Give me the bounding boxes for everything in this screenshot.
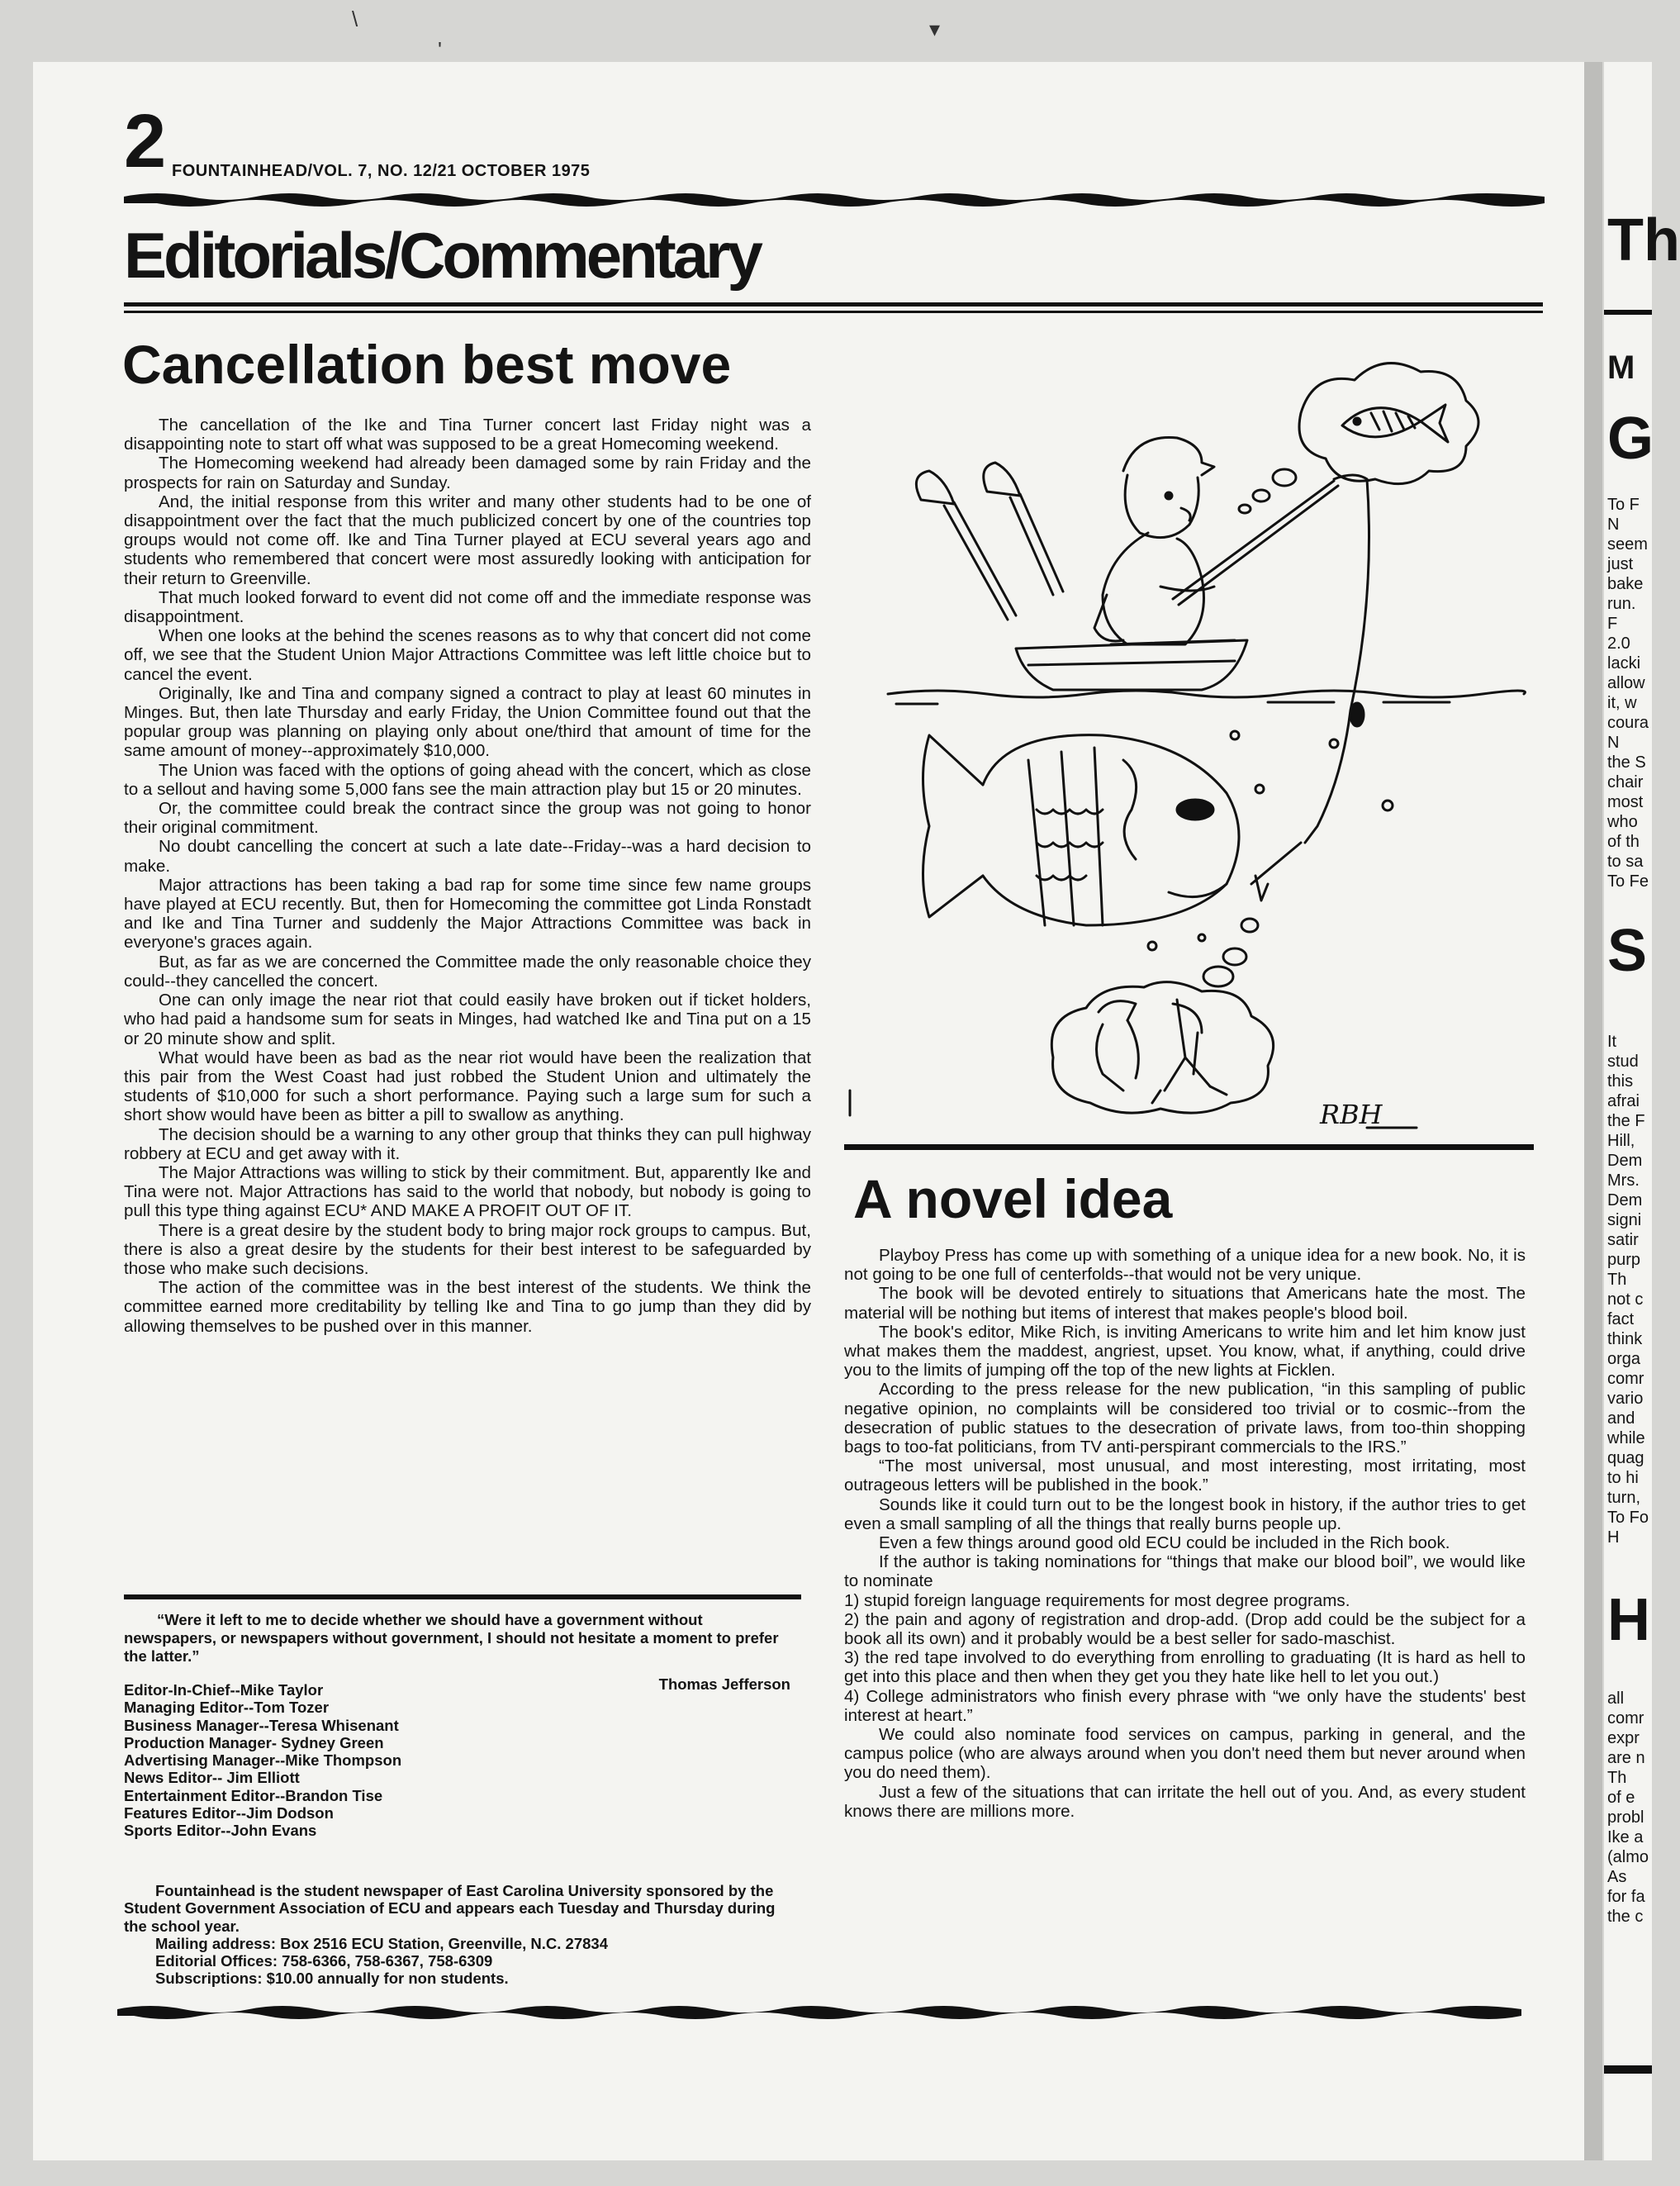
adjacent-text-fragment: Hill,: [1607, 1132, 1635, 1150]
article1-paragraph: When one looks at the behind the scenes reasons as to why that concert did not come off, we see that the Student Union Major Attractions Committee was left little choice but to cancel the event.: [124, 626, 811, 684]
adjacent-big-letter: S: [1607, 918, 1648, 984]
bubbles: [1148, 731, 1393, 950]
adjacent-text-fragment: who: [1607, 813, 1638, 831]
adjacent-text-fragment: of e: [1607, 1789, 1635, 1807]
article2-closing-paragraph: We could also nominate food services on campus, parking in general, and the campus police (who are always around when you don't need them but never around when you do need them).: [844, 1725, 1526, 1783]
adjacent-text-fragment: to hi: [1607, 1469, 1639, 1487]
staff-member: Features Editor--Jim Dodson: [124, 1804, 334, 1822]
nomination-item: 1) stupid foreign language requirements for most degree programs.: [844, 1590, 1350, 1610]
adjacent-text-fragment: (almo: [1607, 1848, 1649, 1866]
article2-body: [844, 1246, 1526, 1821]
adjacent-text-fragment: while: [1607, 1429, 1645, 1447]
article1-paragraph: And, the initial response from this writer and many other students had to be one of disappointment over the fact that the much publicized concert by one of the countries top groups would not come off. Ike and Tina Turner played at ECU several years ago and students who remembered that concert were most assuredly looking with anticipation for their return to Greenville.: [124, 492, 811, 588]
dream-cloud: [1051, 948, 1273, 1113]
staff-member: Advertising Manager--Mike Thompson: [124, 1751, 402, 1770]
article2-paragraph: The book will be devoted entirely to situations that Americans hate the most. The material will be nothing but items of interest that makes people's blood boil.: [844, 1284, 1526, 1323]
adjacent-text-fragment: of th: [1607, 833, 1640, 851]
adjacent-text-fragment: stud: [1607, 1053, 1639, 1071]
adjacent-big-letter: G: [1607, 406, 1654, 472]
adjacent-text-fragment: N: [1607, 734, 1620, 752]
scan-mark: \: [352, 7, 358, 31]
adjacent-text-fragment: 2.0: [1607, 634, 1630, 653]
adjacent-text-fragment: expr: [1607, 1729, 1640, 1747]
article2-closing-paragraph: Just a few of the situations that can irritate the hell out of you. And, as every student knows there are millions more.: [844, 1782, 1526, 1821]
adjacent-text-fragment: most: [1607, 793, 1644, 811]
rowboat: [1016, 640, 1247, 690]
adjacent-rule: [1604, 2065, 1652, 2074]
adjacent-text-fragment: lacki: [1607, 654, 1641, 672]
adjacent-text-fragment: turn,: [1607, 1489, 1641, 1507]
quote-text: “Were it left to me to decide whether we should have a government without newspapers, or newspapers without government, I should not hesitate a moment to prefer the latter.”: [124, 1611, 779, 1665]
adjacent-text-fragment: satir: [1607, 1231, 1639, 1249]
editorial-offices: Editorial Offices: 758-6366, 758-6367, 758-6309: [155, 1952, 493, 1970]
staff-member: Editor-In-Chief--Mike Taylor: [124, 1681, 324, 1699]
adjacent-text-fragment: Mrs.: [1607, 1171, 1640, 1190]
article1-paragraph: The decision should be a warning to any other group that thinks they can pull highway robbery at ECU and get away with it.: [124, 1124, 811, 1163]
staff-member: Production Manager- Sydney Green: [124, 1733, 384, 1751]
article2-paragraph: According to the press release for the new publication, “in this sampling of public negative opinion, no complaints will be considered too trivial or to cosmic--from the desecration of public statues to the desecration of private laws, from too-thin shopping bags to too-fat politicians, from TV anti-perspirant commercials to the IRS.”: [844, 1380, 1526, 1457]
top-rule: [124, 188, 1545, 210]
article1-paragraph: The Major Attractions was willing to stick by their commitment. But, apparently Ike and Tina were not. Major Attractions has said to the world that nobody, but nobody is going to pull this type thing against ECU* AND MAKE A PROFIT OUT OF IT.: [124, 1162, 811, 1221]
adjacent-text-fragment: the c: [1607, 1908, 1644, 1926]
adjacent-page-strip: [1604, 62, 1680, 2160]
article1-paragraph: The action of the committee was in the best interest of the students. We think the committee earned more creditability by telling Ike and Tina to go jump than they did by allowing themselves to be pushed over in this manner.: [124, 1278, 811, 1336]
article1-paragraph: One can only image the near riot that could easily have broken out if ticket holders, who had paid a handsome sum for seats in Minges, had watched Ike and Tina put on a 15 or 20 minute show and split.: [124, 991, 811, 1048]
nomination-item: 2) the pain and agony of registration and drop-add. (Drop add could be the subject for a book all its own) and it probably would be a best seller for sado-maschist.: [844, 1609, 1526, 1649]
article1-paragraph: No doubt cancelling the concert at such a late date--Friday--was a hard decision to make.: [124, 837, 811, 876]
nomination-item: 4) College administrators who finish every phrase with “we only have the students' best interest at heart.”: [844, 1686, 1526, 1725]
issue-line: FOUNTAINHEAD/VOL. 7, NO. 12/21 OCTOBER 1975: [172, 162, 591, 180]
article1-paragraph: The cancellation of the Ike and Tina Turner concert last Friday night was a disappointing note to start off what was supposed to be a great Homecoming weekend.: [124, 416, 811, 454]
fisherman: [1094, 438, 1235, 645]
adjacent-text-fragment: it, w: [1607, 694, 1637, 712]
adjacent-text-fragment: afrai: [1607, 1092, 1640, 1110]
adjacent-text-fragment: and: [1607, 1409, 1635, 1428]
bottom-rule: [117, 2003, 1521, 2022]
article2-headline: A novel idea: [853, 1168, 1173, 1229]
adjacent-text-fragment: F: [1607, 615, 1618, 633]
adjacent-text-fragment: purp: [1607, 1251, 1641, 1269]
article2-paragraph: Sounds like it could turn out to be the longest book in history, if the author tries to get even a small sampling of all the things that really burns people up.: [844, 1495, 1526, 1533]
adjacent-text-fragment: chair: [1607, 773, 1644, 791]
article2-paragraph: The book's editor, Mike Rich, is inviting Americans to write him and let him know just what makes them the maddest, angriest, upset. You know, what, if anything, could drive you to the limits of jumping off the top of the new lights at Ficklen.: [844, 1322, 1526, 1381]
section-rule-1: [124, 302, 1543, 307]
staff-member: Sports Editor--John Evans: [124, 1822, 317, 1840]
thought-fish-cloud: [1239, 364, 1478, 513]
article1-paragraph: That much looked forward to event did not come off and the immediate response was disappointment.: [124, 587, 811, 627]
adjacent-text-fragment: coura: [1607, 714, 1649, 732]
adjacent-text-fragment: not c: [1607, 1290, 1644, 1309]
nomination-item: 3) the red tape involved to do everything from enrolling to graduating (It is hard as hell to get into this place and then when they get you they hate like hell to let you out.): [844, 1648, 1526, 1687]
page-number: 2: [124, 99, 167, 183]
adjacent-text-fragment: the S: [1607, 753, 1646, 772]
article1-paragraph: Originally, Ike and Tina and company signed a contract to play at least 60 minutes in Minges. But, then late Thursday and early Friday, the Union Committee found out that the popular group was planning on playing only about one/third that amount of time for the same amount of money--approximately $10,000.: [124, 683, 811, 761]
masthead-top-rule: [124, 1594, 801, 1599]
adjacent-text-fragment: allow: [1607, 674, 1645, 692]
scan-mark: ▾: [929, 17, 941, 41]
section-rule-2: [124, 311, 1543, 313]
article1-paragraph: What would have been as bad as the near riot would have been the realization that this pair from the West Coast had just robbed the Student Union and ultimately the students of $10,000 for such a short performance. Paying such a large sum for such a short show would have been as bitter a pill to swallow as anything.: [124, 1048, 811, 1125]
staff-member: Entertainment Editor--Brandon Tise: [124, 1786, 383, 1804]
adjacent-text-fragment: Dem: [1607, 1152, 1643, 1170]
quote-author: Thomas Jefferson: [658, 1675, 790, 1693]
adjacent-big-letter: H: [1607, 1587, 1650, 1653]
adjacent-text-fragment: just: [1607, 555, 1634, 573]
adjacent-text-fragment: comr: [1607, 1709, 1644, 1727]
adjacent-text-fragment: this: [1607, 1072, 1634, 1091]
article1-headline: Cancellation best move: [122, 334, 732, 395]
fishing-cartoon: [838, 347, 1532, 1136]
scan-mark: ': [438, 37, 442, 62]
adjacent-text-fragment: H: [1607, 1528, 1620, 1547]
article1-paragraph: Major attractions has been taking a bad rap for some time since few name groups have played at ECU recently. But, then for Homecoming the committee got Linda Ronstadt and Ike and Tina Turner and suddenly the Major Attractions Committee was back in everyone's graces again.: [124, 875, 811, 953]
adjacent-text-fragment: to sa: [1607, 853, 1644, 871]
adjacent-text-fragment: vario: [1607, 1390, 1644, 1408]
article2-paragraph: If the author is taking nominations for “things that make our blood boil”, we would like to nominate: [844, 1552, 1526, 1591]
adjacent-text-fragment: seem: [1607, 535, 1648, 554]
article1-paragraph: There is a great desire by the student body to bring major rock groups to campus. But, there is also a great desire by the students for their best interest to be safeguarded by those who make such decisions.: [124, 1220, 811, 1278]
adjacent-text-fragment: It: [1607, 1033, 1617, 1051]
fishing-rod: [1173, 475, 1369, 843]
subscriptions: Subscriptions: $10.00 annually for non students.: [155, 1970, 509, 1988]
staff-member: News Editor-- Jim Elliott: [124, 1769, 300, 1787]
adjacent-text-fragment: are n: [1607, 1749, 1645, 1767]
staff-member: Business Manager--Teresa Whisenant: [124, 1716, 399, 1734]
adjacent-text-fragment: Dem: [1607, 1191, 1643, 1209]
mailing-address: Mailing address: Box 2516 ECU Station, Greenville, N.C. 27834: [155, 1934, 608, 1952]
paper-info: [124, 1882, 801, 1988]
adjacent-text-fragment: To F: [1607, 496, 1640, 514]
big-fish: [923, 735, 1302, 925]
adjacent-text-fragment: To Fo: [1607, 1509, 1649, 1527]
adjacent-text-fragment: Th: [1607, 1271, 1627, 1289]
adjacent-text-fragment: run.: [1607, 595, 1636, 613]
about-paper: Fountainhead is the student newspaper of East Carolina University sponsored by the Student Government Association of ECU and appears each Tuesday and Thursday during the school year.: [124, 1882, 776, 1935]
adjacent-text-fragment: probl: [1607, 1808, 1644, 1827]
cartoon-signature: RBH: [1320, 1099, 1383, 1130]
article2-paragraph: Even a few things around good old ECU could be included in the Rich book.: [879, 1533, 1450, 1553]
page-gutter: [1584, 62, 1602, 2160]
article1-paragraph: The Union was faced with the options of going ahead with the concert, which as close to a sellout and having some 5,000 fans see the main attraction play but 15 or 20 minutes.: [124, 760, 811, 799]
water-line: [888, 691, 1525, 697]
adjacent-text-fragment: orga: [1607, 1350, 1641, 1368]
staff-list: [124, 1681, 619, 1840]
adjacent-text-fragment: for fa: [1607, 1888, 1645, 1906]
article1-paragraph: The Homecoming weekend had already been damaged some by rain Friday and the prospects for rain on Saturday and Sunday.: [124, 454, 811, 492]
adjacent-text-fragment: Ike a: [1607, 1828, 1644, 1846]
adjacent-text-fragment: think: [1607, 1330, 1643, 1348]
adjacent-text-fragment: fact: [1607, 1310, 1635, 1328]
article1-paragraph: Or, the committee could break the contract since the group was not going to honor their original commitment.: [124, 799, 811, 838]
adjacent-text-fragment: To Fe: [1607, 872, 1649, 891]
adjacent-text-fragment: As: [1607, 1868, 1627, 1886]
bobber: [1350, 703, 1364, 726]
adjacent-rule: [1604, 310, 1652, 315]
oars: [916, 463, 1063, 620]
article1-body: [124, 416, 811, 1336]
adjacent-text-fragment: signi: [1607, 1211, 1642, 1229]
adjacent-text-fragment: the F: [1607, 1112, 1645, 1130]
article1-paragraph: But, as far as we are concerned the Committee made the only reasonable choice they could--they cancelled the concert.: [124, 952, 811, 991]
adjacent-text-fragment: Th: [1607, 1769, 1627, 1787]
adjacent-text-fragment: comr: [1607, 1370, 1644, 1388]
article2-paragraph: Playboy Press has come up with something of a unique idea for a new book. No, it is not going to be one full of centerfolds--that would not be very unique.: [844, 1246, 1526, 1285]
article2-paragraph: “The most universal, most unusual, and most interesting, most irritating, most outrageous letters will be published in the book.”: [844, 1457, 1526, 1495]
article2-top-rule: [844, 1144, 1534, 1150]
section-title: Editorials/Commentary: [124, 219, 760, 292]
adjacent-text-fragment: all: [1607, 1689, 1625, 1708]
adjacent-big-letter: M: [1607, 349, 1635, 386]
adjacent-big-letter: Th: [1607, 207, 1680, 273]
adjacent-text-fragment: bake: [1607, 575, 1644, 593]
staff-member: Managing Editor--Tom Tozer: [124, 1699, 330, 1717]
adjacent-text-fragment: quag: [1607, 1449, 1644, 1467]
adjacent-text-fragment: N: [1607, 516, 1620, 534]
